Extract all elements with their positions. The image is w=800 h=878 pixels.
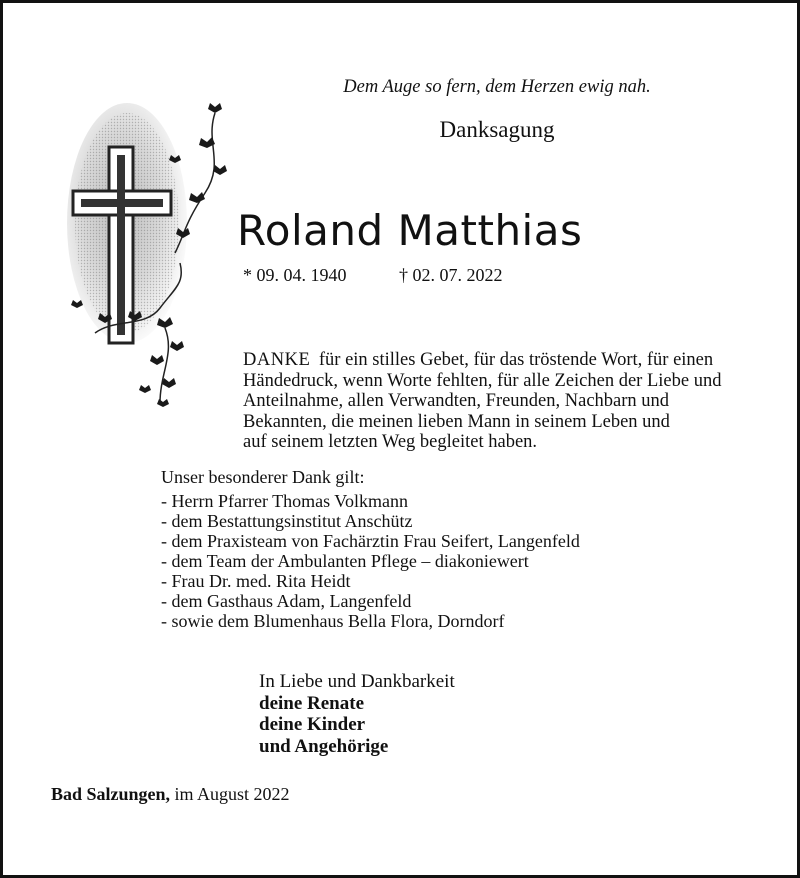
signature-line: deine Kinder: [259, 714, 366, 735]
signature-line: und Angehörige: [259, 735, 389, 757]
list-item: - dem Team der Ambulanten Pflege – diakoniewert: [161, 551, 529, 571]
death-date: † 02. 07. 2022: [399, 265, 503, 285]
place-and-date: [51, 784, 290, 805]
list-item: - dem Praxisteam von Fachärztin Frau Seifert, Langenfeld: [161, 531, 580, 551]
list-item: - dem Gasthaus Adam, Langenfeld: [161, 591, 412, 611]
deceased-name: Roland Matthias: [237, 206, 583, 255]
notice-heading: Danksagung: [439, 117, 555, 142]
birth-date: * 09. 04. 1940: [243, 265, 347, 285]
cross-with-ivy-icon: [65, 103, 240, 413]
town: Bad Salzungen,: [51, 784, 171, 804]
closing-block: [259, 671, 455, 757]
list-item: - Herrn Pfarrer Thomas Volkmann: [161, 491, 408, 511]
thanks-line: auf seinem letzten Weg begleitet haben.: [243, 432, 538, 452]
thanks-text: [243, 350, 773, 453]
thanks-lead: DANKE: [243, 350, 311, 370]
list-item: - Frau Dr. med. Rita Heidt: [161, 571, 351, 591]
special-thanks-intro: Unser besonderer Dank gilt:: [161, 467, 365, 487]
special-thanks-list: [161, 491, 580, 631]
thanks-line: Anteilnahme, allen Verwandten, Freunden, Nachbarn und: [243, 391, 670, 411]
list-item: - sowie dem Blumenhaus Bella Flora, Dorndorf: [161, 611, 505, 631]
thanks-line: Bekannten, die meinen lieben Mann in seinem Leben und: [243, 411, 670, 432]
motto: Dem Auge so fern, dem Herzen ewig nah.: [343, 77, 651, 97]
signature-line: deine Renate: [259, 692, 365, 714]
list-item: - dem Bestattungsinstitut Anschütz: [161, 511, 413, 531]
closing-phrase: In Liebe und Dankbarkeit: [259, 671, 455, 692]
thanks-line: DANKE für ein stilles Gebet, für das tröstende Wort, für einen: [243, 350, 714, 370]
date: im August 2022: [174, 784, 290, 804]
thanks-line: Händedruck, wenn Worte fehlten, für alle Zeichen der Liebe und: [243, 370, 722, 391]
